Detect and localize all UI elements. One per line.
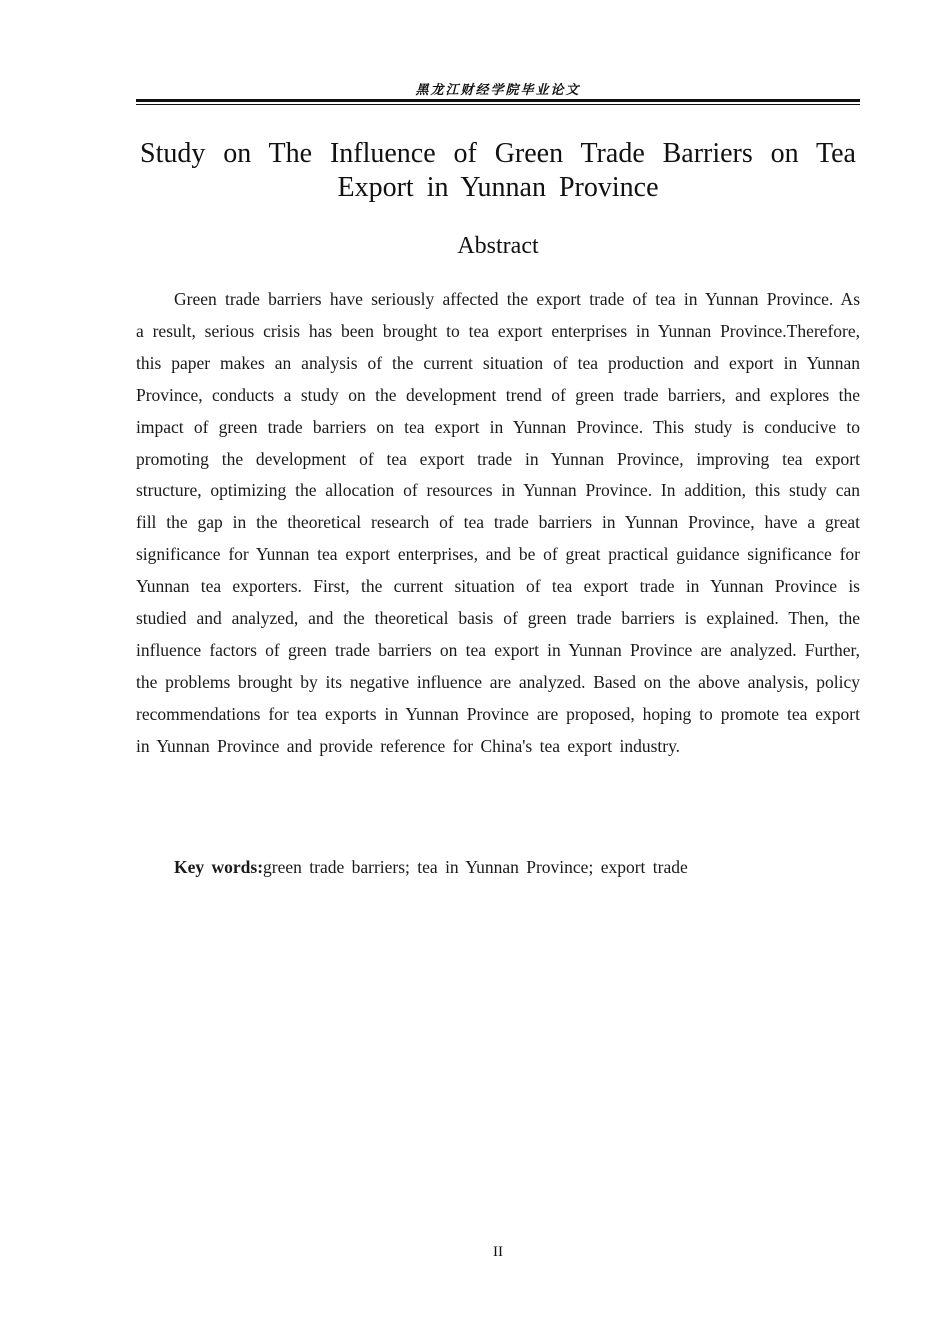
header-rule-thin [136,104,860,105]
paper-title-line-2: Export in Yunnan Province [337,172,659,203]
keywords-line [174,851,860,883]
paper-title [140,137,856,205]
abstract-body: Green trade barriers have seriously affected the export trade of tea in Yunnan Province. As a result, serious crisis has been brought to tea export enterprises in Yunnan Province.Therefore, this paper makes an analysis of the current situation of tea production and export in Yunnan Province, conducts a study on the development trend of green trade barriers, and explores the impact of green trade barriers on tea export in Yunnan Province. This study is conducive to promoting the development of tea export trade in Yunnan Province, improving tea export structure, optimizing the allocation of resources in Yunnan Province. In addition, this study can fill the gap in the theoretical research of tea trade barriers in Yunnan Province, have a great significance for Yunnan tea export enterprises, and be of great practical guidance significance for Yunnan tea exporters. First, the current situation of tea export trade in Yunnan Province is studied and analyzed, and the theoretical basis of green trade barriers is explained. Then, the influence factors of green trade barriers on tea export in Yunnan Province are analyzed. Further, the problems brought by its negative influence are analyzed. Based on the above analysis, policy recommendations for tea exports in Yunnan Province are proposed, hoping to promote tea export in Yunnan Province and provide reference for China's tea export industry. [136,289,860,756]
keywords-text: green trade barriers; tea in Yunnan Province; export trade [263,857,688,877]
keywords-label: Key words: [174,857,264,877]
abstract-heading: Abstract [457,233,539,259]
paper-title-line-1: Study on The Influence of Green Trade Barriers on Tea [140,138,856,169]
header-rule-thick [136,99,860,102]
running-header: 黑龙江财经学院毕业论文 [415,82,581,97]
page-number: II [493,1244,503,1260]
